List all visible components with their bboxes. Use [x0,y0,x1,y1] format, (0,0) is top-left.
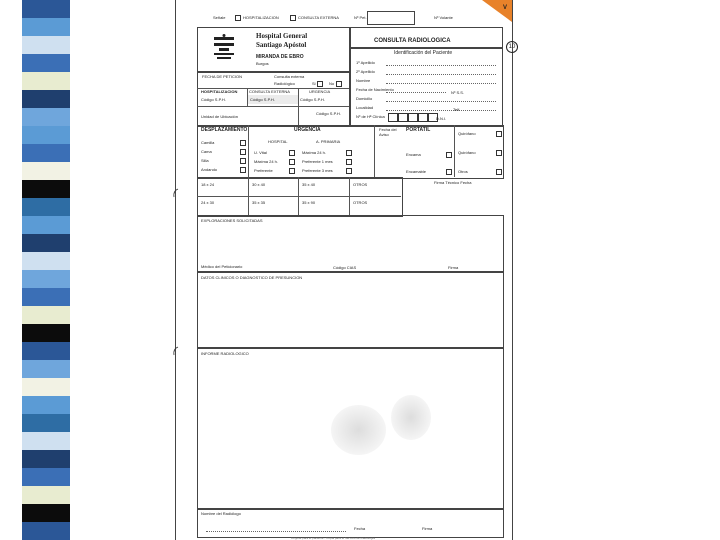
firma-tecnico: Firma Técnico Fecha [434,180,472,185]
patient-field-label: Nº de Hª Clínica [356,114,385,119]
stripe-band [22,396,70,414]
plate-size-label: 35 x 35 [252,200,266,205]
exploraciones-label: EXPLORACIONES SOLICITADAS [201,218,263,223]
plate-size-label: 35 x 40 [302,182,316,187]
encama-checkbox[interactable] [446,152,452,158]
urgencia-hospital-heading: HOSPITAL [268,139,288,144]
dni-label: D.N.I. [436,116,447,121]
fill-line [386,101,496,102]
stripe-band [22,468,70,486]
codigo-sph-2: Código S.P.H. [250,97,275,102]
stripe-band [22,270,70,288]
stripe-band [22,90,70,108]
stripe-band [22,414,70,432]
plates-v2 [298,177,299,215]
stripe-band [22,522,70,540]
stripe-band [22,0,70,18]
scan-noise [331,405,386,455]
hospitalizacion-checkbox[interactable] [235,15,241,21]
radiologist-box [197,508,504,538]
fill-line [386,74,496,75]
portatil-option-checkbox[interactable] [496,169,502,175]
form-title: CONSULTA RADIOLOGICA [374,38,451,44]
si-checkbox[interactable] [317,81,323,87]
desplazamiento-option-label: Silla [201,158,209,163]
consulta-ext-label: Consulta externa [274,74,305,79]
stripe-band [22,126,70,144]
nss-label: Nº S.S. [451,90,465,95]
urgencia-title: URGENCIA [294,127,321,133]
firma-label: Firma [448,265,459,270]
hospital-name-1: Hospital General [256,32,308,40]
plate-size-label: 30 x 40 [252,182,266,187]
urgencia-primaria-heading: A. PRIMARIA [316,139,341,144]
stripe-band [22,18,70,36]
desplazamiento-checkbox[interactable] [240,167,246,173]
plates-v1 [248,177,249,215]
no-label: No [329,81,335,86]
encamable-label: Encamable [406,169,427,174]
patient-field-label: 1º Apellido [356,60,375,65]
si-label: Si [312,81,316,86]
fecha-peticion-label: FECHA DE PETICION [202,74,243,79]
corner-mark: V [503,5,508,11]
encama-label: Encama [406,152,421,157]
fill-line [386,83,496,84]
plate-size-label: OTROS [353,182,368,187]
fill-line [386,92,446,93]
clinical-data-label: DATOS CLINICOS O DIAGNOSTICO DE PRESUNCION [201,275,303,280]
urgencia-primaria-option: Preferente 1 mes [302,159,333,164]
transport-vdivider-1 [248,125,249,177]
top-consulta-externa-label: CONSULTA EXTERNA [298,15,339,20]
history-number-boxes[interactable] [388,113,438,122]
no-checkbox[interactable] [336,81,342,87]
stripe-band [22,342,70,360]
footer-note: Original para el paciente - Copia para el Servicio de Radiología [291,536,375,540]
decorative-stripe [22,0,70,540]
urgencia-primaria-option: Máxima 24 h. [302,150,327,155]
corner-triangle [482,0,512,22]
hospital-city: MIRANDA DE EBRO [256,54,304,60]
patient-field-label: Fecha de Nacimiento [356,87,394,92]
urgencia-primaria-checkbox[interactable] [346,168,352,174]
report-label: INFORME RADIOLOGICO [201,351,249,356]
portatil-option-label: Otros [458,169,468,174]
stripe-band [22,216,70,234]
desplazamiento-option-label: Andando [201,167,218,172]
medico-label: Médico del Peticionario [201,264,243,269]
urgencia-hospital-option: U. Vital [254,150,267,155]
radiologist-firma: Firma [422,526,433,531]
punch-mark [172,346,180,356]
desplazamiento-checkbox[interactable] [240,149,246,155]
desplazamiento-checkbox[interactable] [240,158,246,164]
patient-field-label: Localidad [356,105,374,110]
portatil-option-checkbox[interactable] [496,131,502,137]
form-number-badge: 10 [506,41,518,53]
stripe-band [22,198,70,216]
hospital-province: Burgos [256,61,269,66]
consulta-externa-heading: CONSULTA EXTERNA [249,89,290,94]
patient-field-label: 2º Apellido [356,69,375,74]
codigo-cias-label: Código CIAS [333,265,357,270]
stripe-band [22,306,70,324]
stripe-band [22,486,70,504]
portatil-option-label: Quirófano [458,150,476,155]
plates-v3 [349,177,350,215]
portatil-title: PORTATIL [406,127,431,133]
plate-size-label: 24 x 30 [201,200,215,205]
stripe-band [22,180,70,198]
patient-field-label: Domicilio [356,96,373,101]
plate-size-label: 35 x 90 [302,200,316,205]
stripe-band [22,36,70,54]
unidad-label: Unidad de Ubicación [201,114,238,119]
fecha-aviso-label: Fecha del Aviso [379,127,397,137]
urgencia-hospital-checkbox[interactable] [289,168,295,174]
stripe-band [22,432,70,450]
plate-size-label: 18 x 24 [201,182,215,187]
radiologist-line [206,531,346,532]
stripe-band [22,324,70,342]
top-volante-label: Nº Volante [434,15,453,20]
urgencia-primaria-checkbox[interactable] [346,159,352,165]
top-hospitalizacion-label: HOSPITALIZACION [243,15,279,20]
radiologist-fecha: Fecha [354,526,366,531]
desplazamiento-option-label: Cama [201,149,212,154]
consulta-externa-checkbox[interactable] [290,15,296,21]
plates-divider [197,196,401,197]
urgencia-heading: URGENCIA [309,89,331,94]
stripe-band [22,252,70,270]
stripe-band [22,378,70,396]
hospital-name-2: Santiago Apóstol [256,41,307,49]
urgencia-primaria-checkbox[interactable] [346,150,352,156]
stripe-band [22,234,70,252]
codigo-sph-4: Código S.P.H. [316,111,341,116]
portatil-option-checkbox[interactable] [496,150,502,156]
plates-grid [197,177,403,217]
admin-divider-2 [197,106,349,107]
top-prefix: Señale [213,15,226,20]
scan-noise [391,395,431,440]
plate-size-label: OTROS [353,200,368,205]
nro-field[interactable] [367,11,415,25]
stripe-band [22,162,70,180]
stripe-band [22,450,70,468]
radiology-request-form [175,0,516,540]
transport-vdivider-3 [454,125,455,177]
codigo-sph-3: Código S.P.H. [300,97,325,102]
radiologist-label: Nombre del Radiólogo [201,511,241,516]
hospitalizacion-heading: HOSPITALIZACION [201,89,238,94]
transport-vdivider-2 [374,125,375,177]
stripe-band [22,288,70,306]
urgencia-primaria-option: Preferente 3 mes [302,168,333,173]
urgencia-hospital-option: Máxima 24 h. [254,159,279,164]
desplazamiento-title: DESPLAZAMIENTO [201,127,248,133]
urgencia-hospital-option: Preferente [254,168,273,173]
desplazamiento-option-label: Camilla [201,140,215,145]
hospital-logo-icon [211,34,237,62]
codigo-sph-1: Código S.P.H. [201,97,226,102]
desplazamiento-checkbox[interactable] [240,140,246,146]
admin-vdivider-1 [247,88,248,106]
radiologico-label: Radiológico [274,81,295,86]
stripe-band [22,504,70,522]
corner-tab [482,0,512,22]
fill-line [386,65,496,66]
patient-field-label: Nombre [356,78,371,83]
encamable-checkbox[interactable] [446,169,452,175]
punch-mark [172,188,180,198]
tel-label: Telf. [453,107,461,112]
urgencia-hospital-checkbox[interactable] [289,150,295,156]
portatil-option-label: Quirófano [458,131,476,136]
clinical-data-box[interactable] [197,271,504,349]
stripe-band [22,108,70,126]
urgencia-hospital-checkbox[interactable] [289,159,295,165]
top-nro-label: Nº Pet. [354,15,367,20]
patient-id-title: Identificación del Paciente [394,50,453,56]
stripe-band [22,54,70,72]
stripe-band [22,144,70,162]
stripe-band [22,72,70,90]
stripe-band [22,360,70,378]
